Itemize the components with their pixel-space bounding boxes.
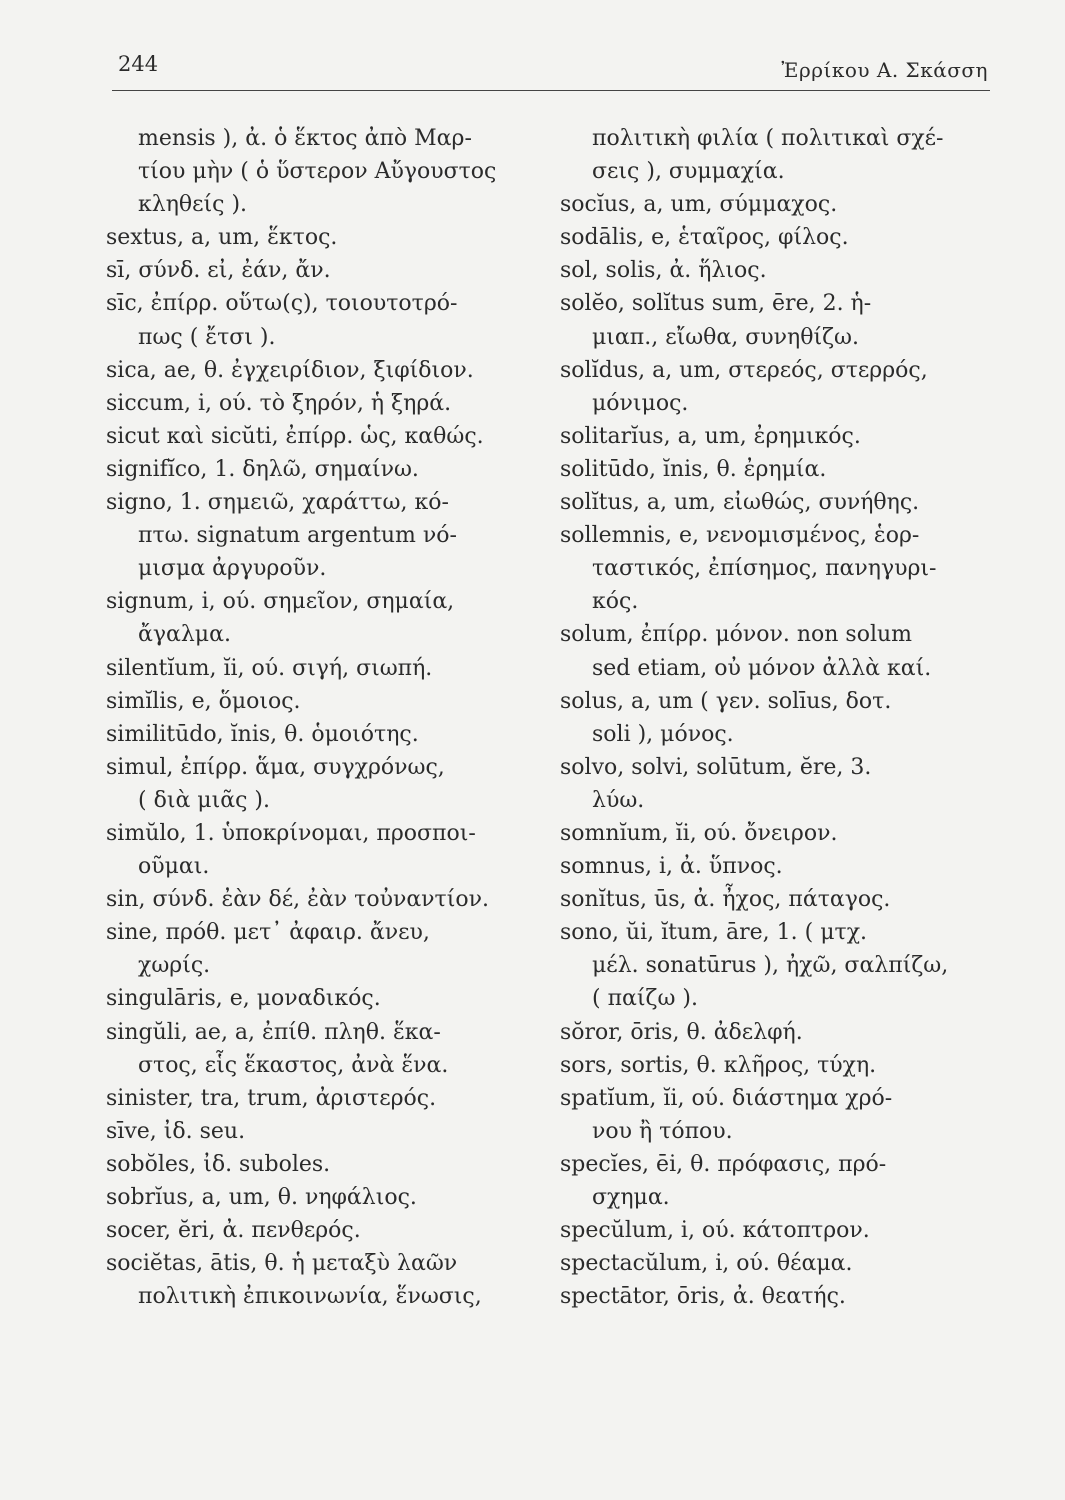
dictionary-line: siccum, i, ού. τὸ ξηρόν, ἡ ξηρά. xyxy=(106,390,452,416)
dictionary-line: ταστικός, ἐπίσημος, πανηγυρι- xyxy=(592,556,937,582)
dictionary-line: sollemnis, e, νενομισμένος, ἑορ- xyxy=(560,523,920,549)
dictionary-line: spatĭum, ĭi, ού. διάστημα χρό- xyxy=(560,1085,893,1111)
dictionary-line: λύω. xyxy=(592,787,645,813)
dictionary-line: μόνιμος. xyxy=(592,390,689,416)
dictionary-line: μιαπ., εἴωθα, συνηθίζω. xyxy=(592,324,859,350)
dictionary-line: solvo, solvi, solūtum, ĕre, 3. xyxy=(560,754,872,780)
dictionary-line: sociĕtas, ātis, θ. ἡ μεταξὺ λαῶν xyxy=(106,1251,458,1277)
header-rule xyxy=(112,90,990,91)
dictionary-line: sobŏles, ἰδ. suboles. xyxy=(106,1151,331,1177)
running-head: Ἐρρίκου Α. Σκάσση xyxy=(781,58,988,82)
dictionary-line: σχημα. xyxy=(592,1185,670,1210)
dictionary-line: ( παίζω ). xyxy=(592,986,698,1012)
dictionary-line: signum, i, ού. σημεῖον, σημαία, xyxy=(106,589,455,615)
dictionary-line: στος, εἷς ἕκαστος, ἀνὰ ἕνα. xyxy=(138,1052,449,1078)
dictionary-line: spectātor, ōris, ἀ. θεατής. xyxy=(560,1284,846,1310)
dictionary-line: specĭes, ēi, θ. πρόφασις, πρό- xyxy=(560,1151,887,1177)
dictionary-line: πολιτικὴ φιλία ( πολιτικαὶ σχέ- xyxy=(592,126,944,151)
dictionary-line: οῦμαι. xyxy=(138,854,210,880)
dictionary-line: πτω. signatum argentum νό- xyxy=(138,523,457,549)
dictionary-line: simĭlis, e, ὅμοιος. xyxy=(106,688,301,714)
dictionary-line: sodālis, e, ἑταῖρος, φίλος. xyxy=(560,225,849,251)
dictionary-line: τίου μὴν ( ὁ ὕστερον Αὔγουστος xyxy=(138,159,497,185)
dictionary-line: sī, σύνδ. εἰ, ἐάν, ἄν. xyxy=(106,258,331,284)
dictionary-line: sīc, ἐπίρρ. οὕτω(ς), τοιουτοτρό- xyxy=(106,291,458,317)
dictionary-line: sonĭtus, ūs, ἀ. ἦχος, πάταγος. xyxy=(560,887,891,913)
dictionary-line: sol, solis, ἀ. ἥλιος. xyxy=(560,258,767,284)
dictionary-line: sed etiam, οὐ μόνον ἀλλὰ καί. xyxy=(592,655,932,681)
right-column xyxy=(560,122,992,1313)
dictionary-line: specŭlum, i, ού. κάτοπτρον. xyxy=(560,1218,870,1244)
dictionary-line: simul, ἐπίρρ. ἅμα, συγχρόνως, xyxy=(106,754,445,780)
dictionary-line: somnus, i, ἀ. ὕπνος. xyxy=(560,854,783,880)
dictionary-line: singulāris, e, μοναδικός. xyxy=(106,986,381,1012)
page-number: 244 xyxy=(118,52,159,76)
dictionary-line: solum, ἐπίρρ. μόνον. non solum xyxy=(560,622,913,648)
page-header xyxy=(118,52,988,92)
dictionary-line: silentĭum, ĭi, ού. σιγή, σιωπή. xyxy=(106,655,433,681)
dictionary-line: κός. xyxy=(592,589,639,615)
dictionary-line: sextus, a, um, ἕκτος. xyxy=(106,225,338,251)
dictionary-line: solus, a, um ( γεν. solīus, δοτ. xyxy=(560,688,892,714)
dictionary-line: solĕo, solĭtus sum, ēre, 2. ἡ- xyxy=(560,291,872,317)
dictionary-line: sin, σύνδ. ἐὰν δέ, ἐὰν τοὐναντίον. xyxy=(106,887,489,913)
dictionary-line: sine, πρόθ. μετ᾽ ἀφαιρ. ἄνευ, xyxy=(106,920,430,946)
dictionary-line: socer, ĕri, ἀ. πενθερός. xyxy=(106,1218,361,1244)
dictionary-line: μέλ. sonatūrus ), ἠχῶ, σαλπίζω, xyxy=(592,953,949,979)
dictionary-line: sicut καὶ sicŭti, ἐπίρρ. ὡς, καθώς. xyxy=(106,423,484,449)
dictionary-line: sica, ae, θ. ἐγχειρίδιον, ξιφίδιον. xyxy=(106,357,474,383)
dictionary-line: sors, sortis, θ. κλῆρος, τύχη. xyxy=(560,1052,877,1078)
dictionary-line: simŭlo, 1. ὑποκρίνομαι, προσποι- xyxy=(106,820,476,846)
dictionary-line: solĭtus, a, um, εἰωθώς, συνήθης. xyxy=(560,490,920,516)
dictionary-line: ἄγαλμα. xyxy=(138,622,231,648)
dictionary-line: πως ( ἔτσι ). xyxy=(138,324,276,350)
dictionary-line: signo, 1. σημειῶ, χαράττω, κό- xyxy=(106,490,449,516)
dictionary-line: signifĭco, 1. δηλῶ, σημαίνω. xyxy=(106,456,419,482)
dictionary-line: somnĭum, ĭi, ού. ὄνειρον. xyxy=(560,820,838,846)
dictionary-line: soli ), μόνος. xyxy=(592,721,734,747)
dictionary-line: solĭdus, a, um, στερεός, στερρός, xyxy=(560,357,928,383)
dictionary-line: similitūdo, ĭnis, θ. ὁμοιότης. xyxy=(106,721,419,747)
dictionary-line: μισμα ἀργυροῦν. xyxy=(138,556,327,582)
dictionary-line: πολιτικὴ ἐπικοινωνία, ἕνωσις, xyxy=(138,1284,482,1310)
dictionary-line: sobrĭus, a, um, θ. νηφάλιος. xyxy=(106,1185,417,1210)
dictionary-line: σεις ), συμμαχία. xyxy=(592,159,785,185)
dictionary-line: sŏror, ōris, θ. ἀδελφή. xyxy=(560,1019,803,1045)
dictionary-line: κληθείς ). xyxy=(138,192,248,218)
dictionary-line: sīve, ἰδ. seu. xyxy=(106,1118,246,1144)
dictionary-line: solitarĭus, a, um, ἐρημικός. xyxy=(560,423,861,449)
left-column xyxy=(106,122,546,1313)
dictionary-line: χωρίς. xyxy=(138,953,211,979)
dictionary-line: sono, ŭi, ĭtum, āre, 1. ( μτχ. xyxy=(560,920,868,946)
dictionary-line: solitūdo, ĭnis, θ. ἐρημία. xyxy=(560,456,827,482)
dictionary-line: spectacŭlum, i, ού. θέαμα. xyxy=(560,1251,853,1277)
dictionary-line: singŭli, ae, a, ἐπίθ. πληθ. ἕκα- xyxy=(106,1019,441,1045)
dictionary-line: sinister, tra, trum, ἀριστερός. xyxy=(106,1085,437,1111)
dictionary-line: socĭus, a, um, σύμμαχος. xyxy=(560,192,838,218)
dictionary-line: mensis ), ἀ. ὁ ἕκτος ἀπὸ Μαρ- xyxy=(138,126,472,151)
dictionary-line: ( διὰ μιᾶς ). xyxy=(138,787,270,813)
dictionary-line: νου ἢ τόπου. xyxy=(592,1118,733,1144)
